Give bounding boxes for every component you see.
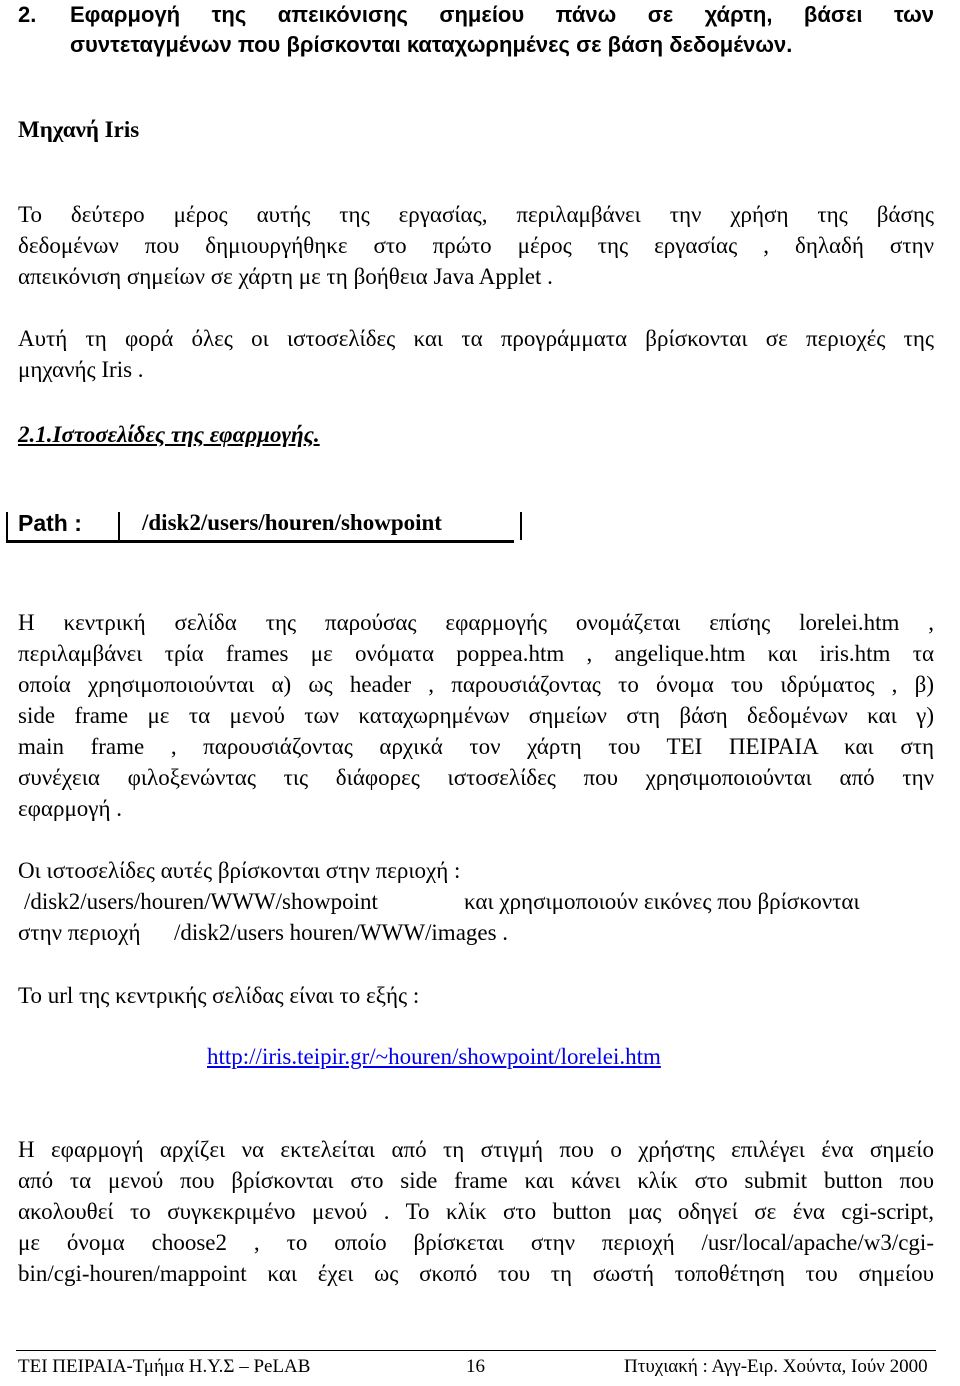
para3-line-6: συνέχεια φιλοξενώντας τις διάφορες ιστοσελίδες που χρησιμοποιούνται από την	[18, 765, 934, 790]
url-intro: Το url της κεντρικής σελίδας είναι το εξής :	[18, 983, 420, 1008]
path-box-right-bar	[520, 512, 522, 540]
para4-line-2-rest: και χρησιμοποιούν εικόνες που βρίσκονται	[464, 889, 860, 914]
para4-line-2-path: /disk2/users/houren/WWW/showpoint	[24, 889, 378, 914]
para1-line-2: δεδομένων που δημιουργήθηκε στο πρώτο μέρος της εργασίας , δηλαδή στην	[18, 233, 934, 258]
footer-rule	[16, 1350, 936, 1351]
path-label: Path :	[18, 510, 82, 536]
para4-line-3-prefix: στην περιοχή	[18, 920, 141, 945]
para2-line-2: μηχανής Iris .	[18, 357, 144, 382]
para1-line-1: Το δεύτερο μέρος αυτής της εργασίας, περιλαμβάνει την χρήση της βάσης	[18, 202, 934, 227]
path-box-left-bar	[6, 512, 8, 540]
homepage-url-link[interactable]: http://iris.teipir.gr/~houren/showpoint/lorelei.htm	[207, 1044, 661, 1069]
subsection-heading: 2.1.Ιστοσελίδες της εφαρμογής.	[18, 422, 320, 447]
para5-line-3: ακολουθεί το συγκεκριμένο μενού . Το κλίκ στο button μας οδηγεί σε ένα cgi-script,	[18, 1199, 934, 1224]
para3-line-3: οποία χρησιμοποιούνται α) ως header , παρουσιάζοντας το όνομα του ιδρύματος , β)	[18, 672, 934, 697]
para3-line-7: εφαρμογή .	[18, 796, 122, 821]
section-number: 2.	[18, 2, 37, 27]
para5-line-1: Η εφαρμογή αρχίζει να εκτελείται από τη στιγμή που ο χρήστης επιλέγει ένα σημείο	[18, 1137, 934, 1162]
footer-left: ΤΕΙ ΠΕΙΡΑΙΑ-Τμήμα Η.Υ.Σ – PeLAB	[18, 1356, 311, 1377]
para3-line-1: Η κεντρική σελίδα της παρούσας εφαρμογής ονομάζεται επίσης lorelei.htm ,	[18, 610, 934, 635]
para4-line-3-path: /disk2/users houren/WWW/images .	[174, 920, 509, 945]
para5-line-2: από τα μενού που βρίσκονται στο side frame και κάνει κλίκ στο submit button που	[18, 1168, 934, 1193]
para4-line-1: Οι ιστοσελίδες αυτές βρίσκονται στην περιοχή :	[18, 858, 461, 883]
section-title-line-1: Εφαρμογή της απεικόνισης σημείου πάνω σε χάρτη, βάσει των	[70, 2, 934, 27]
para3-line-4: side frame με τα μενού των καταχωρημένων σημείων στη βάση δεδομένων και γ)	[18, 703, 934, 728]
machine-heading: Μηχανή Iris	[18, 117, 140, 142]
footer-page-number: 16	[466, 1356, 485, 1377]
para5-line-4: με όνομα choose2 , το οποίο βρίσκεται στην περιοχή /usr/local/apache/w3/cgi-	[18, 1230, 934, 1255]
para3-line-5: main frame , παρουσιάζοντας αρχικά τον χάρτη του ΤΕΙ ΠΕΙΡΑΙΑ και στη	[18, 734, 934, 759]
para1-line-3: απεικόνιση σημείων σε χάρτη με τη βοήθεια Java Applet .	[18, 264, 553, 289]
para3-line-2: περιλαμβάνει τρία frames με ονόματα poppea.htm , angelique.htm και iris.htm τα	[18, 641, 934, 666]
path-box	[6, 508, 516, 542]
para2-line-1: Αυτή τη φορά όλες οι ιστοσελίδες και τα προγράμματα βρίσκονται σε περιοχές της	[18, 326, 934, 351]
path-value: /disk2/users/houren/showpoint	[142, 510, 442, 535]
section-title-line-2: συντεταγμένων που βρίσκονται καταχωρημένες σε βάση δεδομένων.	[70, 32, 793, 57]
footer-right: Πτυχιακή : Αγγ-Ειρ. Χούντα, Ιούν 2000	[624, 1356, 928, 1377]
path-box-divider	[118, 512, 120, 540]
para5-line-5: bin/cgi-houren/mappoint και έχει ως σκοπό του τη σωστή τοποθέτηση του σημείου	[18, 1261, 934, 1286]
